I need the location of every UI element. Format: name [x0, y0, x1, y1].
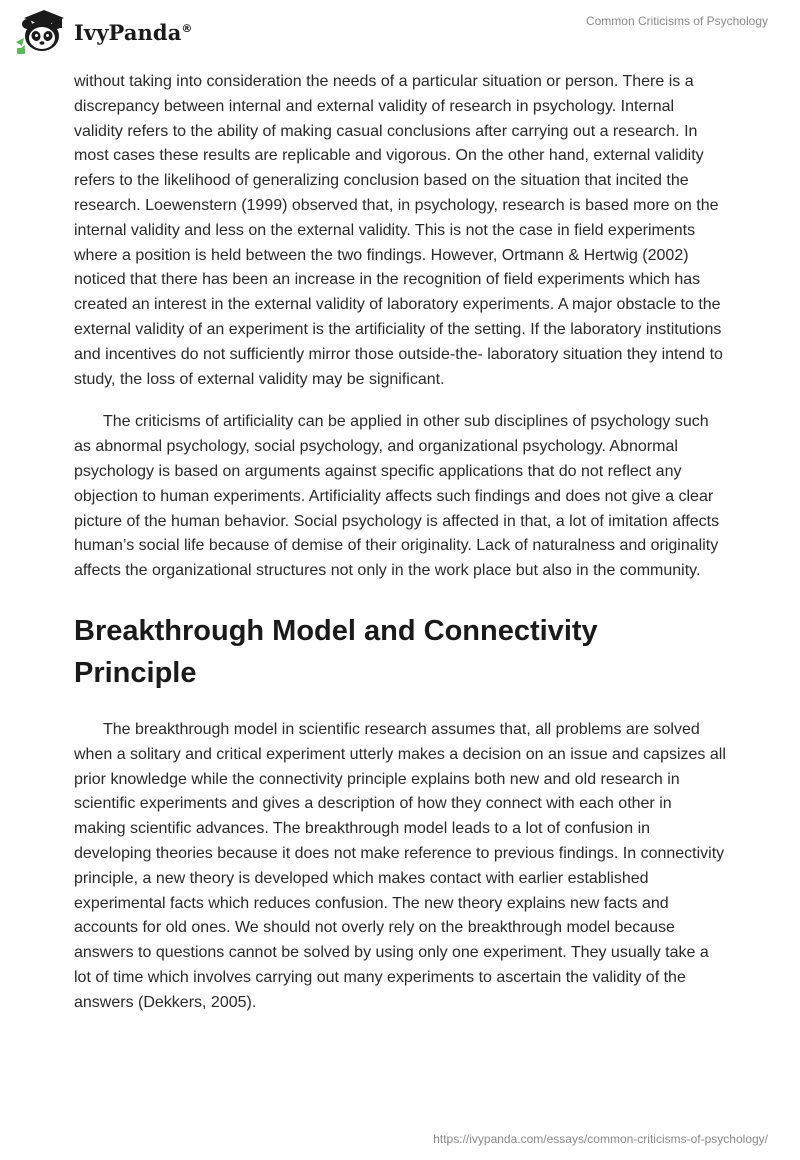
- essay-body: [74, 70, 726, 1034]
- page-header: [0, 0, 800, 60]
- paragraph-breakthrough: The breakthrough model in scientific research assumes that, all problems are solved when a solitary and critical experiment utterly makes a decision on an issue and capsizes all prior knowledge while the connectivity principle explains both new and old research in scientific experiments and gives a description of how they connect with each other in making scientific advances. The breakthrough model leads to a lot of confusion in developing theories because it does not make reference to previous findings. In connectivity principle, a new theory is developed which makes contact with earlier established experimental facts which reduces confusion. The new theory explains new facts and accounts for old ones. We should not overly rely on the breakthrough model because answers to questions cannot be solved by using only one experiment. They usually take a lot of time which involves carrying out many experiments to ascertain the validity of the answers (Dekkers, 2005).: [74, 720, 726, 1011]
- paragraph-continued: without taking into consideration the needs of a particular situation or person. There is a discrepancy between internal and external validity of research in psychology. Internal validity refers to the ability of making casual conclusions after carrying out a research. In most cases these results are replicable and vigorous. On the other hand, external validity refers to the likelihood of generalizing conclusion based on the situation that incited the research. Loewenstern (1999) observed that, in psychology, research is based more on the internal validity and less on the external validity. This is not the case in field experiments where a position is held between the two findings. However, Ortmann & Hertwig (2002) noticed that there has been an increase in the recognition of field experiments which has created an interest in the external validity of laboratory experiments. A major obstacle to the external validity of an experiment is the artificiality of the setting. If the laboratory institutions and incentives do not sufficiently mirror those outside-the- laboratory situation they intend to study, the loss of external validity may be significant.: [74, 73, 723, 388]
- section-heading: Breakthrough Model and Connectivity Principle: [74, 614, 598, 689]
- document-title: Common Criticisms of Psychology: [585, 14, 768, 28]
- brand-name: IvyPanda®: [74, 19, 193, 45]
- ivypanda-logo[interactable]: [14, 8, 193, 54]
- registered-mark: ®: [181, 21, 193, 35]
- source-url[interactable]: https://ivypanda.com/essays/common-criticisms-of-psychology/: [433, 1132, 768, 1146]
- paragraph-artificiality: The criticisms of artificiality can be applied in other sub disciplines of psychology such as abnormal psychology, social psychology, and organizational psychology. Abnormal psychology is based on arguments against specific applications that do not reflect any objection to human experiments. Artificiality affects such findings and does not give a clear picture of the human behavior. Social psychology is affected in that, a lot of imitation affects human’s social life because of demise of their originality. Lack of naturalness and originality affects the organizational structures not only in the work place but also in the community.: [74, 413, 720, 580]
- panda-graduate-icon: [14, 8, 68, 54]
